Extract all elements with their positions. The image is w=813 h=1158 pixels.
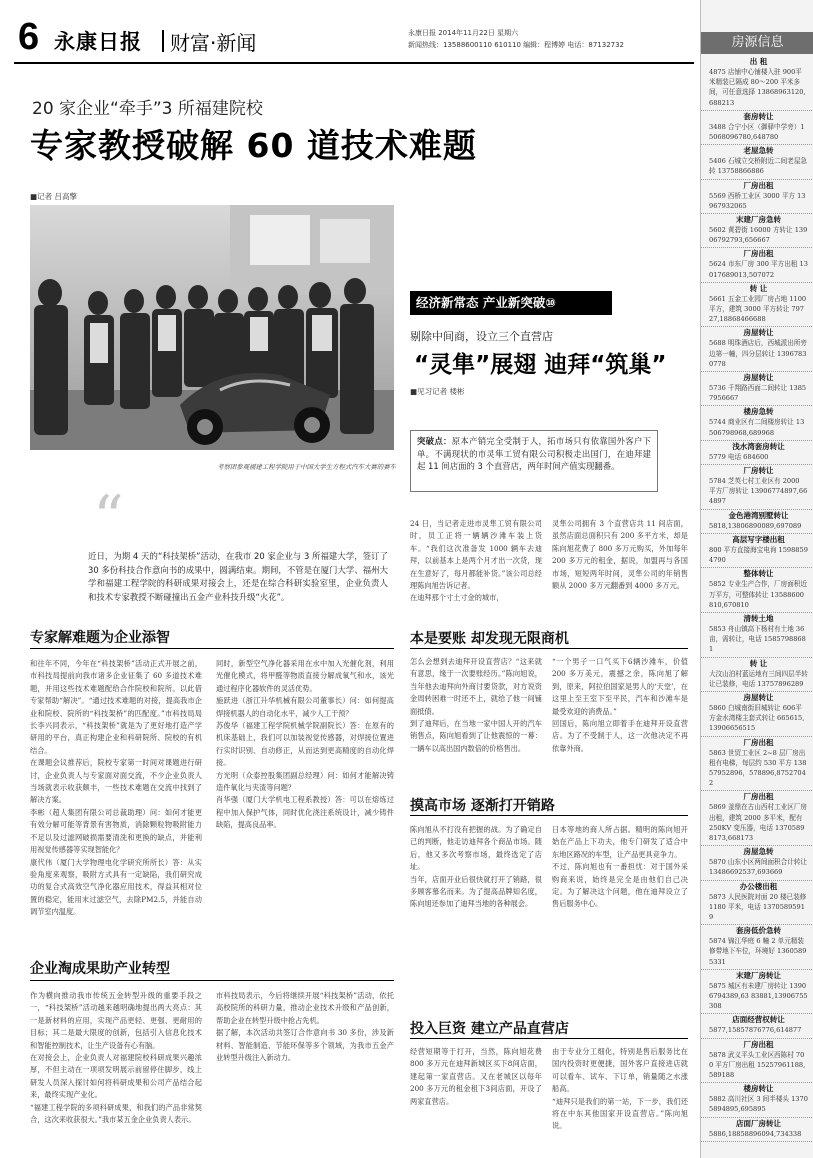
page-header xyxy=(14,12,694,70)
sidebar-listing-category: 房屋转让 xyxy=(743,328,774,338)
sidebar-listing-text: 5874 锦江华庭 6 幢 2 单元精装修带地下车位，环境好 13605895331 xyxy=(709,937,807,966)
sidebar-listing xyxy=(701,737,813,792)
sidebar-listing xyxy=(701,1039,813,1084)
sidebar-listing-category: 楼房转让 xyxy=(743,1084,774,1094)
quote-mark-icon: “ xyxy=(93,483,124,553)
sidebar-listing xyxy=(701,214,813,248)
lead-para-13: 市科技局表示，今后将继续开展“科技架桥”活动，依托高校院所的科研力量，推动企业技术升级和产品创新，帮助企业在转型升级中抢占先机。 xyxy=(216,991,394,1025)
sidebar-listing-text: 5602 黄碧街 16000 方转让 13906792793,656667 xyxy=(709,226,808,245)
lead-para-6: 施跃进（浙江升华机械有限公司董事长）问：如何提高焊接机器人的自动化水平，减少人工干预？ xyxy=(216,696,394,718)
sidebar-listing xyxy=(701,791,813,846)
subhead-rule xyxy=(410,648,688,649)
sidebar-listing xyxy=(701,613,813,658)
sidebar-listing xyxy=(701,372,813,406)
sidebar-listing-category: 厂房出租 xyxy=(743,180,774,190)
sidebar-listing-category: 浅水湾套房转让 xyxy=(732,441,785,451)
sidebar-listing-category: 末建厂房急转 xyxy=(736,215,781,225)
feature-col-1c xyxy=(410,1046,542,1152)
sidebar-listing-text: 5873 人民医院对面 20 楼已装修 1180 平米，电话 13705895919 xyxy=(709,892,807,921)
sidebar-listing xyxy=(701,925,813,970)
sidebar-listing-text: 5569 西桥工业区 3000 平方 13967932065 xyxy=(709,191,806,210)
sidebar-listing-category: 整体转让 xyxy=(743,569,774,579)
breakthrough-box xyxy=(410,430,658,492)
sidebar-listing-category: 店面经营权转让 xyxy=(732,1015,785,1025)
feature-subhead-market: 摸高市场 逐渐打开销路 xyxy=(410,798,555,814)
housing-classifieds-sidebar xyxy=(700,0,813,1158)
sidebar-listing-category: 厂房转让 xyxy=(743,466,774,476)
lead-byline: ■记者 吕高擎 xyxy=(30,192,77,201)
sidebar-listing xyxy=(701,465,813,510)
sidebar-listings xyxy=(701,56,813,1142)
sidebar-listing-category: 转 让 xyxy=(749,283,768,293)
sidebar-listing-text: 5736 千翔路西面二间转让 13857956667 xyxy=(709,384,807,403)
lead-para-2: 在课题会议推荐后，院校专家第一时间对课题进行研讨，企业负责人与专家面对面交流，不少企业负责人当场就表示收获颇丰，一些技术难题在交流中找到了解决方案。 xyxy=(30,758,202,805)
lead-para-12: “福建工程学院的多项科研成果，和我们的产品非常契合，这次来收获很大。”我市某五金企业负责人表示。 xyxy=(30,1102,202,1125)
lead-headline: 专家教授破解 60 道技术难题 xyxy=(30,126,477,165)
sidebar-listing xyxy=(701,1083,813,1117)
sidebar-listing xyxy=(701,145,813,179)
sidebar-listing-category: 高层写字楼出租 xyxy=(732,534,785,544)
feature-para-8: 不过，陈向旭也有一番担忧：对于国外采购商来说，始终是完全是由他们自己决定。为了解决这个问题，他在迪拜设立了售后服务中心。 xyxy=(552,862,688,909)
sidebar-listing-category: 清转土地 xyxy=(743,613,774,623)
sidebar-listing-text: 5869 釜鼎在古山西村工业区厂房出租，建筑 2000 多平米，配有 250KV 变压器，电话 13705898173,668173 xyxy=(709,803,808,842)
subhead-rule xyxy=(30,980,394,981)
sidebar-listing-text: 5863 世贸工业区 2~8 层厂房出租有电梯，每层约 530 平方 13857952896，578896,87527042 xyxy=(709,748,807,788)
header-meta-contact: 新闻热线：13588600110 610110 编辑：程博婷 电话：87132732 xyxy=(408,41,625,49)
feature-para-11: “迪拜只是我们的第一站，下一步，我们还将在中东其他国家开设直营店。”陈向旭说。 xyxy=(552,1096,688,1131)
sidebar-listing-text: 800 平方直接海宝电询 15988594790 xyxy=(709,545,808,565)
subhead-rule xyxy=(410,815,688,816)
feature-para-1: 怎么会想到去迪拜开设直营店？“这来就有意思，缘于一次要账经历。”陈向旭说，当年他去迪拜向外商讨要货款，对方说资金周转困难一时还不上，就给了他一间铺面抵债。 xyxy=(410,657,542,716)
lead-para-5: 同时，新型空气净化器采用在水中加入光催化剂，利用光催化模式，将甲醛等物质直接分解成氧气和水，该光通过程序化器软件的灵活优势。 xyxy=(216,659,394,693)
feature-para-10: 由于专业分工细化，特别是售后服务比在国内投资时更便捷，国外客户直接进店就可以看车、试车、下订单，销量随之水涨船高。 xyxy=(552,1047,688,1094)
lead-para-11: 在对接会上，企业负责人对福建院校科研成果兴趣浓厚，不但主动在一项项发明展示前留停住脚步，线上研发人员深入探讨如何将科研成果和公司产品结合起来，最终实现产业化。 xyxy=(30,1053,202,1100)
lead-column-3 xyxy=(30,990,202,1152)
section-title: 财富·新闻 xyxy=(170,31,257,55)
feature-para-7: 日本等地的商人所占据。精明的陈向旭开始在产品上下功夫，他专门研发了适合中东地区路况的车型，让产品更具竞争力。 xyxy=(552,825,688,859)
masthead-logo: 永康日报 xyxy=(54,29,142,54)
lead-para-4: 康代伟（厦门大学物理电化学研究所所长）答：从实验角度来观察，吸附方式具有一定缺陷，我们研究成功的复合式高效空气净化器应用技术，得益其相对位置的稳定，能用末过滤空气，去除PM2.5，并能自动调节室内温度。 xyxy=(30,857,202,917)
lead-summary-quote: 近日，为期 4 天的“科技架桥”活动，在我市 20 家企业与 3 所福建大学，签订了 30 多份科技合作意向书的成果中，圆满结束。期间，不管是在厦门大学、福州大学和福建工程学院的科研成果对接会上，还是在综合科研实验室里，企业负责人和技术专家教授不断碰撞出五金产业科技升级“火花”。 xyxy=(88,551,388,602)
sidebar-listing-category: 转 让 xyxy=(749,658,768,668)
feature-col-1a xyxy=(410,656,542,780)
feature-col-1b xyxy=(410,824,542,1012)
feature-para-9: 经营短期等于打开，当然，陈向旭花费 800 多万元在迪拜新城区买下8间店面，建起第一家直营店。又在老城区以每年 200 多万元的租金租下3间店面，开设了两家直营店。 xyxy=(410,1047,542,1106)
feature-subhead-investment: 投入巨资 建立产品直营店 xyxy=(410,1021,569,1037)
header-divider-vertical xyxy=(162,30,164,52)
sidebar-listing-text: 5852 专业生产合作，厂房面积近万平方，可整体转让 13588600810,670810 xyxy=(709,580,808,609)
sidebar-listing-category: 房屋急转 xyxy=(743,847,774,857)
sidebar-listing-text: 5661 五金工业园厂房占地 1100 平方，建筑 3000 平方转让 79727,18868466688 xyxy=(709,294,807,324)
sidebar-listing-text: 5853 舟山镇高下杨村有土地 36 亩，需转让，电话 15857988681 xyxy=(709,624,806,654)
sidebar-listing-category: 厂房出租 xyxy=(743,737,774,747)
sidebar-listing xyxy=(701,1014,813,1038)
sidebar-listing xyxy=(701,658,813,692)
sidebar-listing xyxy=(701,846,813,880)
feature-intro-col-2 xyxy=(552,518,688,618)
page-number: 6 xyxy=(18,16,40,58)
sidebar-listing xyxy=(701,56,813,111)
lead-para-8: 方光明（众泰控股集团副总经理）问：如何才能解决铸造件氧化与夹渣等问题？ xyxy=(216,770,394,793)
feature-para-4: 回国后，陈向旭立即着手在迪拜开设直营店。为了不受制于人，这一次他决定不再依靠外商。 xyxy=(552,719,688,753)
breakthrough-label: 突破点： xyxy=(417,436,452,446)
feature-byline: ■见习记者 楼彬 xyxy=(410,387,465,396)
sidebar-listing-text: 4875 店铺中心铺楼入驻 900平米精装已隔成 80～200 平米多间，可任意选择 13868963120,688213 xyxy=(709,68,806,107)
header-rule xyxy=(14,62,694,64)
lead-column-2 xyxy=(216,658,394,948)
feature-col-2b xyxy=(552,824,688,1012)
sidebar-listing-text: 5877,15857876776,614877 xyxy=(709,1026,802,1035)
lead-para-14: 据了解，本次活动共签订合作意向书 30 多份，涉及新材料、智能制造、节能环保等多个领域，为我市五金产业转型升级注入新动力。 xyxy=(216,1028,394,1063)
sidebar-listing-category: 老屋急转 xyxy=(743,146,774,156)
sidebar-listing-category: 店面厂房转让 xyxy=(736,1118,781,1128)
sidebar-listing xyxy=(701,692,813,737)
sidebar-listing xyxy=(701,327,813,372)
sidebar-listing-text: 大汶山泊村蓝运地有三间四层半转让已装修，电话 13757896289 xyxy=(709,669,808,688)
feature-headline: “灵隼”展翅 迪拜“筑巢” xyxy=(414,352,667,378)
lead-para-3: 李彬（超人集团有限公司总裁助理）问：如何才能更有效分解可能等背景有害物质，消除颗粒物吸附能力不足以及过滤网破损需要清洗和更换的缺点，并能利用视觉传感器等实现智能化？ xyxy=(30,807,202,855)
sidebar-listing xyxy=(701,1118,813,1142)
sidebar-listing-text: 5886,18858896094,734338 xyxy=(709,1129,802,1138)
lead-column-4 xyxy=(216,990,394,1152)
lead-photo-illustration xyxy=(30,205,394,450)
feature-col-2a xyxy=(552,656,688,780)
feature-intro-2: 在迪拜那个寸土寸金的城市， xyxy=(410,593,504,603)
sidebar-listing xyxy=(701,881,813,926)
feature-sub-kicker: 剔除中间商，设立三个直营店 xyxy=(410,330,553,343)
sidebar-listing-text: 5878 武义平头工业区西陈村 700 平方厂房出租 15257961188,589188 xyxy=(709,1050,806,1079)
sidebar-listing-category: 厂房出租 xyxy=(743,792,774,802)
sidebar-listing xyxy=(701,111,813,145)
sidebar-listing xyxy=(701,248,813,282)
subhead-rule xyxy=(30,648,394,649)
sidebar-listing-category: 出 租 xyxy=(749,57,768,66)
lead-subhead-transformation: 企业淘成果助产业转型 xyxy=(30,961,170,977)
sidebar-listing-text: 5744 商业区有二间楼房转让 13506798968,689968 xyxy=(709,418,805,437)
lead-para-9: 肖华强（厦门大学机电工程系教授）答：可以在熔炼过程中加入保护气体，同时优化浇注系统设计，减少铸件缺陷，提高良品率。 xyxy=(216,795,394,830)
sidebar-listing xyxy=(701,180,813,214)
sidebar-listing-category: 金色港湾别墅转让 xyxy=(728,510,789,520)
sidebar-listing xyxy=(701,510,813,534)
sidebar-listing-category: 房屋转让 xyxy=(743,692,774,702)
breakthrough-text: 原本产销完全受制于人，拓市场只有依靠国外客户下单。不满现状的市灵隼工贸有限公司积极走出国门，在迪拜建起 11 间店面的 3 个直营店，两年时间产值实现翻番。 xyxy=(417,436,652,472)
sidebar-listing-category: 厂房出租 xyxy=(743,1039,774,1049)
lead-kicker: 20 家企业“牵手”3 所福建院校 xyxy=(32,99,263,119)
sidebar-title: 房源信息 xyxy=(701,32,813,54)
sidebar-listing xyxy=(701,406,813,440)
sidebar-listing xyxy=(701,441,813,465)
sidebar-listing-text: 5818,13806890089,697089 xyxy=(709,521,802,530)
sidebar-listing-category: 楼房急转 xyxy=(743,407,774,417)
sidebar-listing-category: 房屋转让 xyxy=(743,373,774,383)
lead-photo xyxy=(30,205,394,450)
series-badge xyxy=(410,291,612,315)
lead-para-1: 和往年不同，今年在“科技架桥”活动正式开展之前，市科技局提前向我市诸多企业征集了 60 多道技术难题，并用这些技术难题配给合作院校和院所。以此借专家帮助“解决”。“通过技术难题的对接，提高我市企业和院校、院所的“科技架桥”的匹配度。”市科技局局长李兴同表示，“科技架桥”就是为了更好地打造产学研用的平台，真正构建企业和科研院所、院校的有机结合。 xyxy=(30,659,202,755)
sidebar-listing-category: 办公楼出租 xyxy=(739,881,778,891)
lead-subhead-experts: 专家解难题为企业添智 xyxy=(30,630,170,646)
lead-para-7: 苏俊华（福建工程学院机械学院副院长）答：在原有的机床基础上，我们可以加装视觉传感器，对焊接位置进行实时识别、自动修正，从而达到更高精度的自动化焊接。 xyxy=(216,721,394,768)
feature-subhead-debt: 本是要账 却发现无限商机 xyxy=(410,631,569,647)
sidebar-listing xyxy=(701,283,813,328)
feature-para-2: 到了迪拜后，在当地一家中国人开的汽车销售点，陈向旭看到了让他震惊的一幕：一辆车以高出国内数倍的价格售出。 xyxy=(410,719,542,753)
sidebar-listing-category: 末建厂房转让 xyxy=(736,970,781,980)
sidebar-listing-text: 5779 电话 684600 xyxy=(709,452,769,461)
feature-para-6: 当年，店面开业后很快就打开了销路，很多顾客慕名而来。为了提高品牌知名度，陈向旭还参加了迪拜当地的各种展会。 xyxy=(410,874,542,909)
sidebar-listing-category: 套房低价急转 xyxy=(736,926,781,936)
subhead-rule xyxy=(410,1038,688,1039)
feature-para-5: 陈向旭从不打没有把握的战。为了确定自己的判断，他走访迪拜各个商品市场。随后，他又多次考察市场，最终选定了店址。 xyxy=(410,825,542,872)
sidebar-listing xyxy=(701,568,813,613)
sidebar-listing-text: 5860 白城南街旧城转让 606平方金水湾楼主套式转让 665615,13906656515 xyxy=(709,703,805,733)
sidebar-listing-text: 5870 山东小区两间面积合计转让 13486692537,693669 xyxy=(709,858,808,877)
feature-para-3: “一个男子一口气买下6辆沙滩车，价值 200 多万美元，震撼之余，陈向旭了解到，原来，阿拉伯国家是男人的‘天堂’，在这里上至王室下至平民，汽车和沙滩车是最受欢迎的消费品。” xyxy=(552,657,688,716)
sidebar-listing-text: 5784 芝英七村工业区有 2000 平方厂房转让 13906774897,664897 xyxy=(709,477,808,506)
header-meta-date: 永康日报 2014年11月22日 星期六 xyxy=(408,29,519,37)
photo-caption: 考察团参观福建工程学院用于中国大学生方程式汽车大赛的赛车 xyxy=(217,463,396,471)
series-badge-label: 经济新常态 产业新突破⑩ xyxy=(416,295,556,310)
sidebar-listing-text: 5875 城区有未建厂房转让 13906794389,63 83881,13906755308 xyxy=(709,981,808,1011)
sidebar-listing-text: 5688 明珠酒店后，西城派出所旁边第一幢，四分层转让 13967830778 xyxy=(709,339,808,368)
sidebar-listing xyxy=(701,970,813,1015)
sidebar-listing-text: 5882 高川社区 3 间半楼头 13705894895,695895 xyxy=(709,1095,808,1114)
sidebar-listing-text: 5624 市东厂房 300 平方出租 13017689013,507072 xyxy=(709,260,808,279)
sidebar-listing-category: 厂房出租 xyxy=(743,249,774,259)
feature-intro-col-1 xyxy=(410,518,542,618)
sidebar-listing-text: 5406 石城立交桥附近二间老屋急转 13758866886 xyxy=(709,157,808,176)
sidebar-listing xyxy=(701,534,813,568)
feature-intro-3: 灵隼公司拥有 3 个直营店共 11 间店面，虽然店面总面积只有 200 多平方米，却是陈向旭花费了 800 多万元购买，外加每年 200 多万元的租金，据说，加盟再与各国市场，短短两年时间，灵隼公司的年销售额从 2000 多万元翻番到 4000 多万元。 xyxy=(552,519,688,591)
lead-para-10: 作为横向推动我市传统五金转型升级的重要手段之一，“科技架桥”活动越来越明确地提出两大亮点：其一是新材料的应用，实现产品更轻、更强、更耐用的目标；其二是最大限度的创新，包括引入信息化技术和智能控制技术，让生产设备有心有脑。 xyxy=(30,991,202,1050)
sidebar-listing-text: 3488 合宁小区（御驿中学旁）15068096780,648780 xyxy=(709,122,805,142)
feature-intro-1: 24 日，当记者走进市灵隼工贸有限公司时，员工正将一辆辆沙滩车装上货车。“我们这次准备发 1000 辆车去迪拜，以前基本上是两个月才出一次货，现在生意好了，每月都能补货。”该公司总经理陈向旭告诉记者。 xyxy=(410,519,542,591)
lead-column-1 xyxy=(30,658,202,948)
sidebar-listing-category: 套房转让 xyxy=(743,111,774,121)
feature-col-2c xyxy=(552,1046,688,1152)
